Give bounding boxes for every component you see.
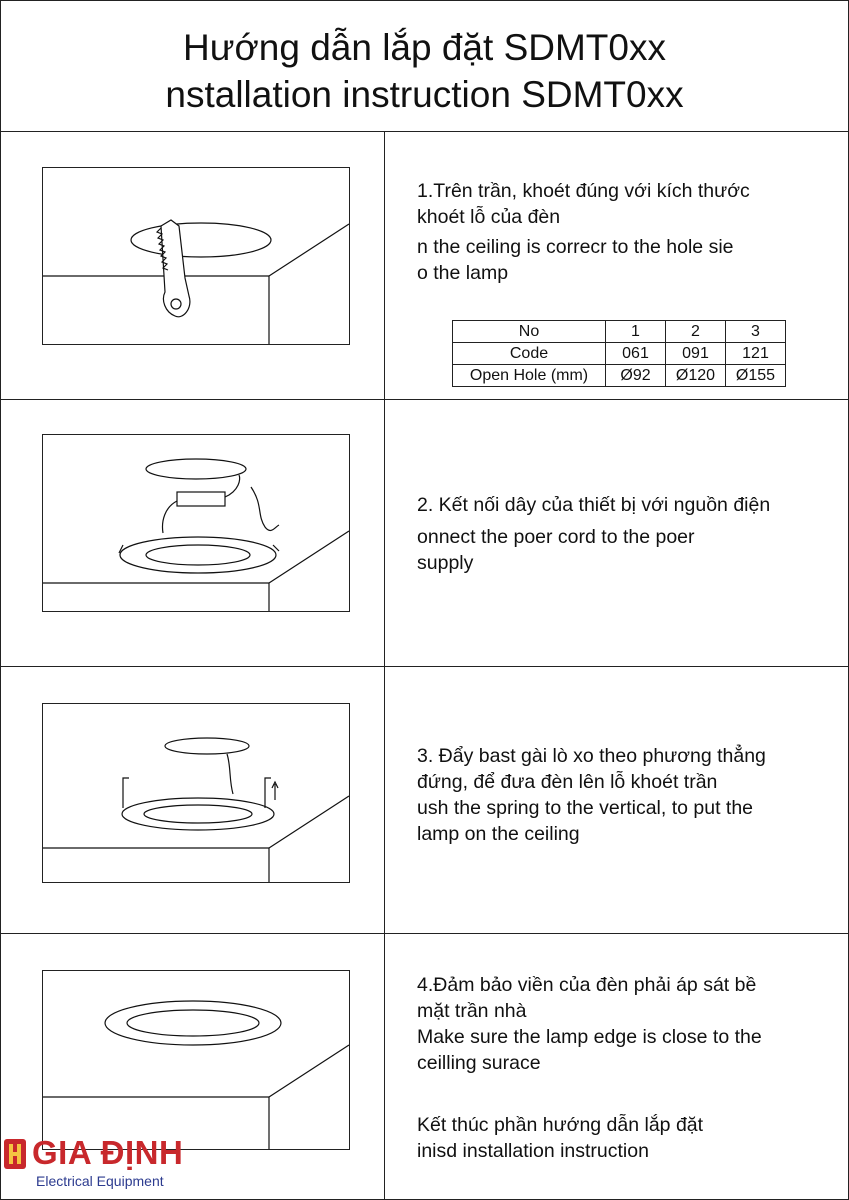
ceiling-corner-line <box>269 224 349 276</box>
step-1-line-3: n the ceiling is correcr to the hole sie <box>417 236 734 258</box>
step-1-line-1: 1.Trên trần, khoét đúng với kích thước <box>417 180 750 202</box>
spec-cell: Open Hole (mm) <box>453 365 606 387</box>
spec-cell: 061 <box>606 343 666 365</box>
step-3-line-3: ush the spring to the vertical, to put the <box>417 797 754 819</box>
step-2-illustration <box>42 434 350 612</box>
step-3-text <box>417 743 837 847</box>
step-1-text <box>417 178 837 286</box>
row-divider-3 <box>0 933 849 934</box>
footer-line-en: inisd installation instruction <box>417 1140 649 1162</box>
footer-line-vi: Kết thúc phần hướng dẫn lắp đặt <box>417 1114 704 1136</box>
saw-ceiling-drawing <box>43 168 351 346</box>
step-3-line-1: 3. Đẩy bast gài lò xo theo phương thẳng <box>417 745 766 767</box>
lamp-wiring-drawing <box>43 435 351 613</box>
step-3-illustration <box>42 703 350 883</box>
driver-cable-lamp <box>163 501 177 533</box>
driver-cable-top <box>225 475 240 497</box>
cut-hole-ellipse <box>131 223 271 257</box>
page-title-en: nstallation instruction SDMT0xx <box>165 74 684 115</box>
step-3-line-2: đứng, để đưa đèn lên lỗ khoét trần <box>417 771 718 793</box>
step-2-line-1: 2. Kết nối dây của thiết bị với nguồn điện <box>417 494 771 516</box>
step-4-text <box>417 972 837 1076</box>
footer-text <box>417 1112 837 1164</box>
spec-table-row-code <box>453 343 786 365</box>
step-4-line-3: Make sure the lamp edge is close to the <box>417 1026 762 1048</box>
step-1-illustration <box>42 167 350 345</box>
driver-box <box>177 492 225 506</box>
step-3-line-4: lamp on the ceiling <box>417 823 580 845</box>
logo-name: GIA ĐỊNH <box>32 1134 184 1171</box>
lamp-rim-outer <box>122 798 274 830</box>
plug-logo-icon <box>2 1137 30 1171</box>
step-4-line-2: mặt trần nhà <box>417 1000 527 1022</box>
spec-table-header-row <box>453 321 786 343</box>
spec-cell: 091 <box>666 343 726 365</box>
spec-header-1: 1 <box>606 321 666 343</box>
page-title-vi: Hướng dẫn lắp đặt SDMT0xx <box>183 27 666 68</box>
step-2-line-3: supply <box>417 552 474 574</box>
spring-left <box>123 778 129 808</box>
spring-right <box>265 778 271 808</box>
spec-header-2: 2 <box>666 321 726 343</box>
spec-cell: 121 <box>726 343 786 365</box>
step-1-line-2: khoét lỗ của đèn <box>417 206 561 228</box>
spec-cell: Ø120 <box>666 365 726 387</box>
step-2-line-2: onnect the poer cord to the poer <box>417 526 695 548</box>
page-header <box>0 0 849 132</box>
spec-cell: Ø155 <box>726 365 786 387</box>
lamp-rim-outer <box>120 537 276 573</box>
logo-tagline: Electrical Equipment <box>36 1173 164 1189</box>
step-4-illustration <box>42 970 350 1150</box>
row-divider-1 <box>0 399 849 400</box>
row-divider-2 <box>0 666 849 667</box>
spec-cell: Code <box>453 343 606 365</box>
lamp-rim-outer <box>105 1001 281 1045</box>
supply-cable <box>251 487 279 530</box>
step-2-text <box>417 492 837 576</box>
spec-table-row-hole <box>453 365 786 387</box>
ceiling-hole-ellipse <box>165 738 249 754</box>
step-4-line-1: 4.Đảm bảo viền của đèn phải áp sát bề <box>417 974 757 996</box>
ceiling-hole-ellipse <box>146 459 246 479</box>
step-4-line-4: ceilling surace <box>417 1052 541 1074</box>
spec-header-no: No <box>453 321 606 343</box>
lamp-springs-drawing <box>43 704 351 884</box>
brand-logo <box>2 1135 187 1193</box>
lamp-flush-drawing <box>43 971 351 1151</box>
spec-header-3: 3 <box>726 321 786 343</box>
spec-cell: Ø92 <box>606 365 666 387</box>
step-1-line-4: o the lamp <box>417 262 509 284</box>
cable <box>227 754 233 794</box>
spec-table <box>452 320 786 387</box>
